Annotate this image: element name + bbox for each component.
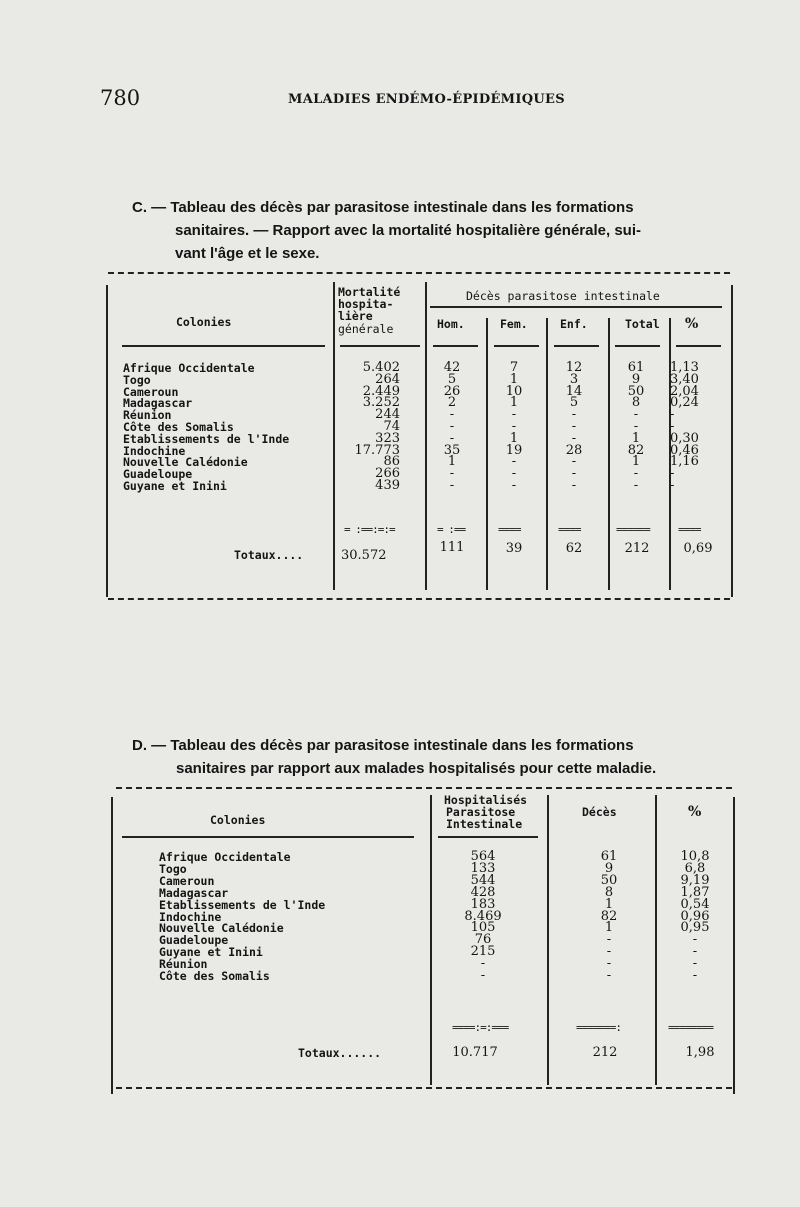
table-c-cell-fem: - [511,419,517,434]
table-d-sum-rule: ====:=:=== [452,1021,509,1034]
table-c-cell-mortalite: 2.449 [362,383,400,399]
table-c-totals-total: 212 [624,541,650,556]
table-c-cell-enf: - [571,454,577,470]
table-c-totals-hom: 111 [439,540,465,555]
table-c-sum-rule: ==== [558,523,581,536]
table-c-header-total: Total [625,317,660,331]
table-c-sum-rule: = :==:=:= [344,523,395,536]
table-d-cell-colonie: Côte des Somalis [159,969,270,983]
table-d-cell-deces: - [606,956,612,972]
table-c-cell-colonie: Afrique Occidentale [123,361,255,375]
section-d-title-line-2: sanitaires par rapport aux malades hospitalisés pour cette maladie. [176,760,657,777]
table-d-cell-pct: 6,8 [684,860,706,876]
table-c-cell-total: 8 [631,395,641,411]
table-d-cell-hospitalises: 564 [470,849,496,864]
table-d-cell-hospitalises: - [480,968,486,983]
table-d-cell-hospitalises: 428 [470,884,496,900]
table-c-col-divider [425,282,427,590]
table-c-cell-pct: 2,04 [670,383,699,399]
table-c-header-underline [494,345,539,347]
table-c-cell-enf: 12 [565,360,583,375]
table-c-col-divider [608,318,610,590]
table-c-cell-mortalite: 74 [383,419,400,434]
table-c-header-pct: % [685,316,699,332]
table-d-cell-pct: - [692,944,698,960]
table-c-cell-mortalite: 264 [375,371,400,387]
table-c-totals-mortalite: 30.572 [341,548,387,563]
table-c-header-enf: Enf. [560,317,588,331]
table-d-totals-deces: 212 [592,1045,618,1060]
table-c-cell-fem: 1 [509,371,519,387]
table-c-cell-total: - [633,419,639,434]
table-c-cell-pct: - [670,478,675,493]
table-d-header-hospitalises-1: Hospitalisés [444,793,528,807]
table-d-cell-hospitalises: 133 [470,860,496,876]
table-d-col-divider [655,795,657,1085]
table-c-cell-hom: 5 [447,371,457,387]
table-c-cell-total: 1 [631,430,641,446]
table-c-cell-total: 61 [627,360,645,375]
table-c-cell-colonie: Etablissements de l'Inde [123,431,290,446]
table-c-cell-colonie: Cameroun [123,384,179,399]
table-d-bottom-rule [116,1087,732,1089]
table-d-cell-colonie: Madagascar [159,885,229,900]
table-c-group-underline [430,306,722,308]
table-c-cell-total: - [633,466,639,482]
table-c-cell-mortalite: 17.773 [354,442,400,458]
table-d-sum-rule: =======: [576,1021,621,1034]
table-d-cell-hospitalises: - [480,956,486,972]
table-c-cell-total: 50 [627,383,645,399]
table-c-totals-fem: 39 [505,541,523,556]
table-d-col-divider [547,795,549,1085]
table-c-cell-colonie: Côte des Somalis [123,420,234,434]
table-d-header-pct: % [688,804,702,820]
table-d-header-colonies: Colonies [210,813,266,827]
table-c-header-fem: Fem. [500,317,528,331]
table-d-cell-deces: 9 [604,860,614,876]
table-c-cell-pct: 0,24 [670,395,699,411]
table-d-cell-deces: - [606,944,612,960]
table-c-header-mortalite-4: générale [338,322,394,336]
table-c-cell-hom: 42 [443,360,461,375]
table-c-right-border [731,285,733,597]
table-c-cell-enf: 28 [565,442,583,458]
table-d-cell-hospitalises: 183 [470,896,496,912]
table-d-cell-colonie: Guyane et Inini [159,945,263,960]
table-d-totals-label: Totaux...... [298,1046,382,1060]
table-c-cell-pct: - [670,407,675,423]
table-c-cell-total: 9 [631,371,641,387]
table-c-cell-hom: 2 [447,395,457,411]
table-d-col-divider [430,795,432,1085]
table-c-header-mortalite-1: Mortalité [338,285,401,299]
table-c-header-hom: Hom. [437,317,465,331]
table-c-cell-total: - [633,478,639,493]
table-c-cell-fem: 1 [509,395,519,411]
table-c-cell-fem: - [511,466,517,482]
table-c-left-border [106,285,108,597]
table-c-cell-hom: - [449,466,455,482]
table-d-cell-colonie: Nouvelle Calédonie [159,921,284,936]
table-d-totals-pct: 1,98 [685,1045,715,1060]
table-d-cell-colonie: Togo [159,861,187,876]
table-c-cell-enf: 3 [569,371,579,387]
table-c-sum-rule: = :== [437,523,466,536]
table-c-bottom-rule [108,598,730,600]
table-c-cell-enf: - [571,407,577,423]
table-d-left-border [111,797,113,1094]
table-c-cell-fem: 10 [505,383,523,399]
table-d-top-rule [116,787,732,789]
table-c-cell-mortalite: 266 [375,466,400,482]
table-c-sum-rule: ==== [498,523,521,536]
table-c-cell-colonie: Madagascar [123,396,193,411]
table-c-cell-pct: 3,40 [670,371,699,387]
table-c-header-underline [676,345,721,347]
table-c-cell-enf: - [571,419,577,434]
table-c-cell-colonie: Togo [123,372,151,387]
table-c-cell-colonie: Guadeloupe [123,467,193,482]
table-d-cell-colonie: Etablissements de l'Inde [159,897,326,912]
table-d-cell-pct: 0,95 [680,920,710,936]
table-c-header-underline [615,345,660,347]
table-c-cell-hom: - [449,478,455,493]
table-c-header-underline [554,345,599,347]
table-d-cell-colonie: Guadeloupe [159,933,229,948]
table-c-header-colonies: Colonies [176,315,232,329]
table-d-cell-hospitalises: 8.469 [464,908,502,924]
table-c-cell-fem: 1 [509,430,519,446]
table-c-cell-pct: 1,13 [670,360,699,375]
table-d-cell-pct: - [692,968,698,983]
table-d-cell-deces: 82 [600,908,618,924]
table-d-cell-pct: 1,87 [680,884,710,900]
table-c-cell-pct: 1,16 [670,454,699,470]
table-d-cell-pct: 9,19 [680,872,710,888]
table-d-cell-deces: 1 [604,896,614,912]
table-c-cell-enf: 5 [569,395,579,411]
section-c-title-line-1: C. — Tableau des décès par parasitose intestinale dans les formations [132,199,634,216]
table-c-cell-enf: 14 [565,383,583,399]
table-d-cell-deces: - [606,932,612,948]
table-c-cell-pct: 0,30 [670,430,699,446]
table-c-cell-pct: - [670,466,675,482]
table-c-cell-mortalite: 5.402 [362,360,400,375]
table-d-cell-pct: 0,96 [680,908,710,924]
table-c-sum-rule: ==== [678,523,701,536]
table-c-cell-enf: - [571,466,577,482]
table-c-col-divider [486,318,488,590]
table-d-cell-colonie: Réunion [159,957,208,972]
table-d-cell-deces: 8 [604,884,614,900]
table-c-cell-fem: 19 [505,442,523,458]
table-c-sum-rule: ====== [616,523,650,536]
section-c-title-line-2: sanitaires. — Rapport avec la mortalité hospitalière générale, sui- [175,222,641,239]
table-c-cell-mortalite: 86 [383,454,400,470]
table-d-cell-pct: - [692,956,698,972]
table-d-cell-pct: 10,8 [680,849,710,864]
table-c-cell-hom: - [449,430,455,446]
table-c-cell-pct: 0,46 [670,442,699,458]
table-c-header-mortalite-2: hospita- [338,297,394,311]
table-c-cell-hom: - [449,419,455,434]
table-c-cell-fem: - [511,407,517,423]
table-c-cell-mortalite: 439 [375,478,400,493]
table-c-cell-pct: - [670,419,675,434]
table-d-header-deces: Décès [582,805,617,819]
table-c-cell-fem: - [511,478,517,493]
table-c-cell-fem: - [511,454,517,470]
table-c-cell-hom: 1 [447,454,457,470]
table-d-header-hospitalises-3: Intestinale [446,817,523,831]
table-c-totals-pct: 0,69 [683,541,713,556]
table-c-cell-enf: - [571,478,577,493]
table-d-cell-deces: 50 [600,872,618,888]
table-d-cell-hospitalises: 105 [470,920,496,936]
table-d-totals-hospitalises: 10.717 [452,1045,498,1060]
table-d-cell-colonie: Cameroun [159,873,215,888]
table-d-cell-colonie: Indochine [159,909,222,924]
table-c-totals-label: Totaux.... [234,548,304,562]
table-d-cell-hospitalises: 215 [470,944,496,960]
table-c-cell-fem: 7 [509,360,519,375]
table-d-cell-pct: - [692,932,698,948]
table-c-cell-colonie: Indochine [123,443,186,458]
section-d-title-line-1: D. — Tableau des décès par parasitose intestinale dans les formations [132,737,634,754]
table-c-header-deces-group: Décès parasitose intestinale [466,289,660,303]
table-d-cell-colonie: Afrique Occidentale [159,850,291,864]
table-c-header-underline [340,345,420,347]
table-c-header-mortalite-3: lière [338,309,373,323]
table-c-cell-colonie: Guyane et Inini [123,479,227,493]
table-d-cell-deces: 61 [600,849,618,864]
table-d-cell-pct: 0,54 [680,896,710,912]
table-d-cell-deces: - [606,968,612,983]
table-c-cell-hom: 26 [443,383,461,399]
table-c-cell-enf: - [571,430,577,446]
table-c-cell-hom: - [449,407,455,423]
table-d-cell-hospitalises: 544 [470,872,496,888]
table-c-cell-mortalite: 323 [375,430,400,446]
table-c-cell-colonie: Nouvelle Calédonie [123,455,248,470]
table-c-cell-total: - [633,407,639,423]
table-c-header-underline [122,345,325,347]
table-d-header-underline [438,836,538,838]
table-c-col-divider [333,282,335,590]
table-c-cell-total: 82 [627,442,645,458]
running-head: MALADIES ENDÉMO-ÉPIDÉMIQUES [288,92,565,107]
table-d-cell-hospitalises: 76 [474,932,492,948]
table-c-cell-mortalite: 244 [375,407,400,423]
page-number: 780 [100,86,141,110]
table-d-header-hospitalises-2: Parasitose [446,805,516,819]
section-c-title-line-3: vant l'âge et le sexe. [175,245,320,262]
table-c-top-rule [108,272,730,274]
table-c-cell-total: 1 [631,454,641,470]
table-d-cell-deces: 1 [604,920,614,936]
table-c-totals-enf: 62 [565,541,583,556]
table-d-sum-rule: ======== [668,1021,713,1034]
table-c-col-divider [546,318,548,590]
table-c-header-underline [433,345,478,347]
table-d-header-underline [122,836,414,838]
table-c-cell-hom: 35 [443,442,461,458]
table-c-cell-mortalite: 3.252 [362,395,400,411]
table-c-cell-colonie: Réunion [123,408,172,423]
